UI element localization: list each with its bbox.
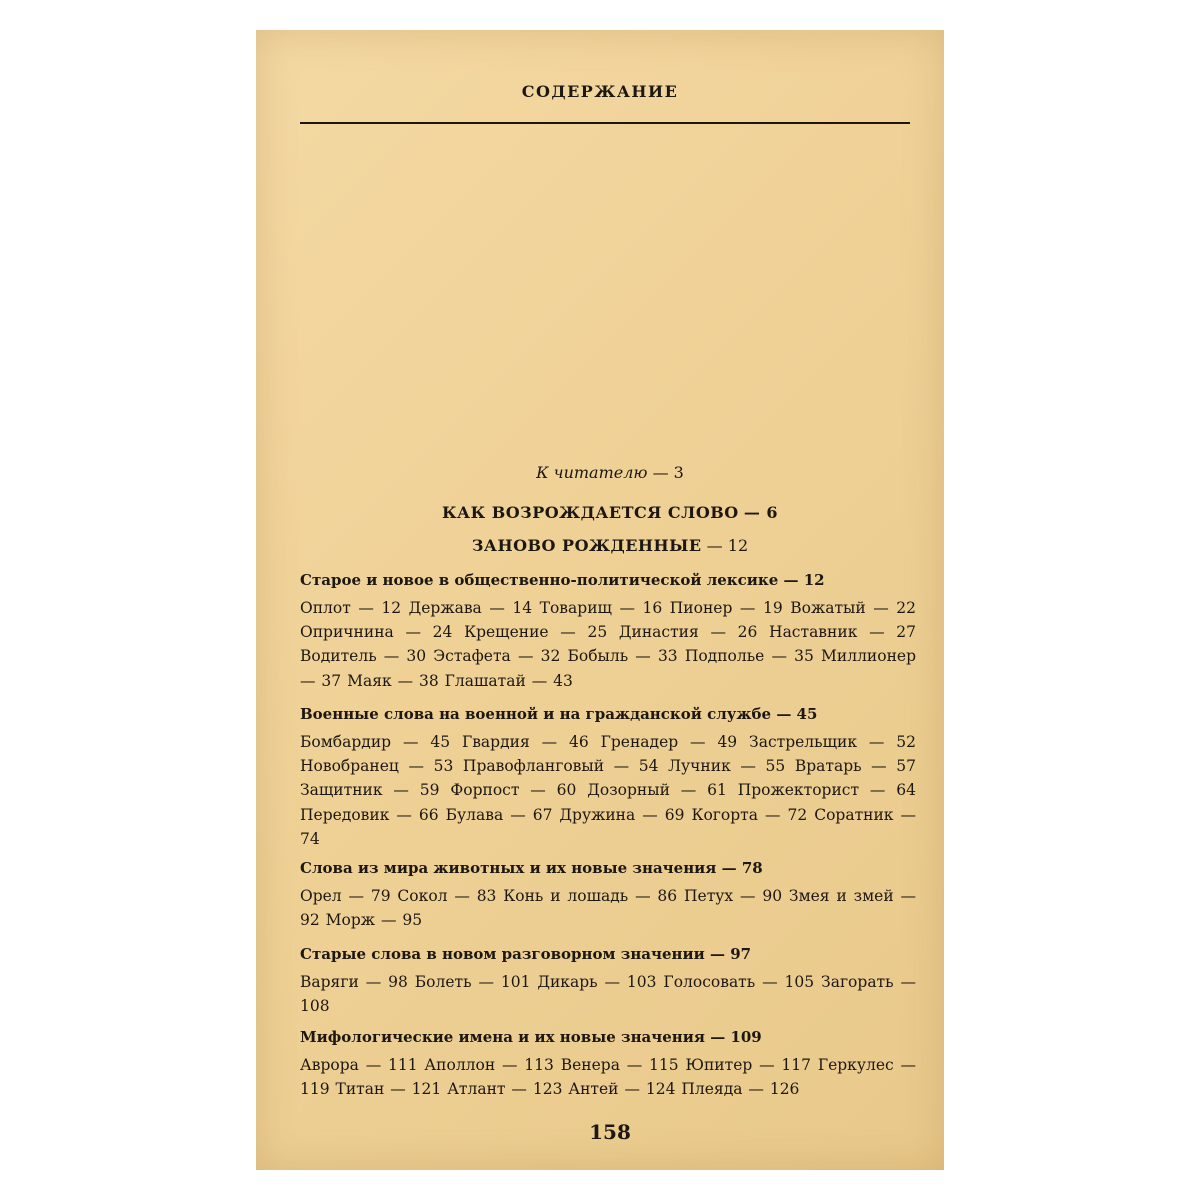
toc-section-entries: Оплот — 12 Держава — 14 Товарищ — 16 Пионер — 19 Вожатый — 22 Опричнина — 24 Крещение — 25 Династия — 26 Наставник — 27 Водитель — 30 Эстафета — 32 Бобыль — 33 Подполье — 35 Миллионер — 37 Маяк — 38 Глашатай — 43 (300, 599, 916, 690)
toc-part-page: — 6 (743, 503, 779, 522)
toc-section (300, 702, 916, 851)
toc-part-title: КАК ВОЗРОЖДАЕТСЯ СЛОВО (441, 503, 739, 522)
toc-part (256, 536, 944, 555)
toc-section-entries: Бомбардир — 45 Гвардия — 46 Гренадер — 49 Застрельщик — 52 Новобранец — 53 Правофланговый — 54 Лучник — 55 Вратарь — 57 Защитник — 59 Форпост — 60 Дозорный — 61 Прожекторист — 64 Передовик — 66 Булава — 67 Дружина — 69 Когорта — 72 Соратник — 74 (300, 733, 916, 848)
toc-section (300, 1025, 916, 1101)
toc-intro (256, 463, 944, 482)
toc-section (300, 856, 916, 932)
toc-section-title: Старое и новое в общественно-политической лексике — 12 (300, 571, 825, 589)
toc-intro-page: — 3 (652, 463, 684, 482)
toc-section-title: Старые слова в новом разговорном значении — 97 (300, 945, 752, 963)
toc-section-entries: Варяги — 98 Болеть — 101 Дикарь — 103 Голосовать — 105 Загорать — 108 (300, 973, 916, 1016)
book-page (256, 30, 944, 1170)
header-divider (300, 122, 910, 124)
toc-part-title: ЗАНОВО РОЖДЕННЫЕ (471, 536, 702, 555)
toc-intro-label: К читателю (536, 463, 648, 482)
toc-section-entries: Орел — 79 Сокол — 83 Конь и лошадь — 86 Петух — 90 Змея и змей — 92 Морж — 95 (300, 887, 916, 930)
page-header-title: СОДЕРЖАНИЕ (521, 82, 679, 101)
toc-section (300, 942, 916, 1018)
toc-section-entries: Аврора — 111 Аполлон — 113 Венера — 115 Юпитер — 117 Геркулес — 119 Титан — 121 Атлант — 123 Антей — 124 Плеяда — 126 (300, 1056, 916, 1099)
toc-section-title: Военные слова на военной и на гражданской службе — 45 (300, 705, 818, 723)
toc-part (256, 503, 944, 522)
page-number: 158 (589, 1120, 631, 1144)
toc-section (300, 568, 916, 693)
toc-section-title: Слова из мира животных и их новые значения — 78 (300, 859, 763, 877)
toc-section-title: Мифологические имена и их новые значения — 109 (300, 1028, 762, 1046)
toc-part-page: — 12 (706, 536, 749, 555)
